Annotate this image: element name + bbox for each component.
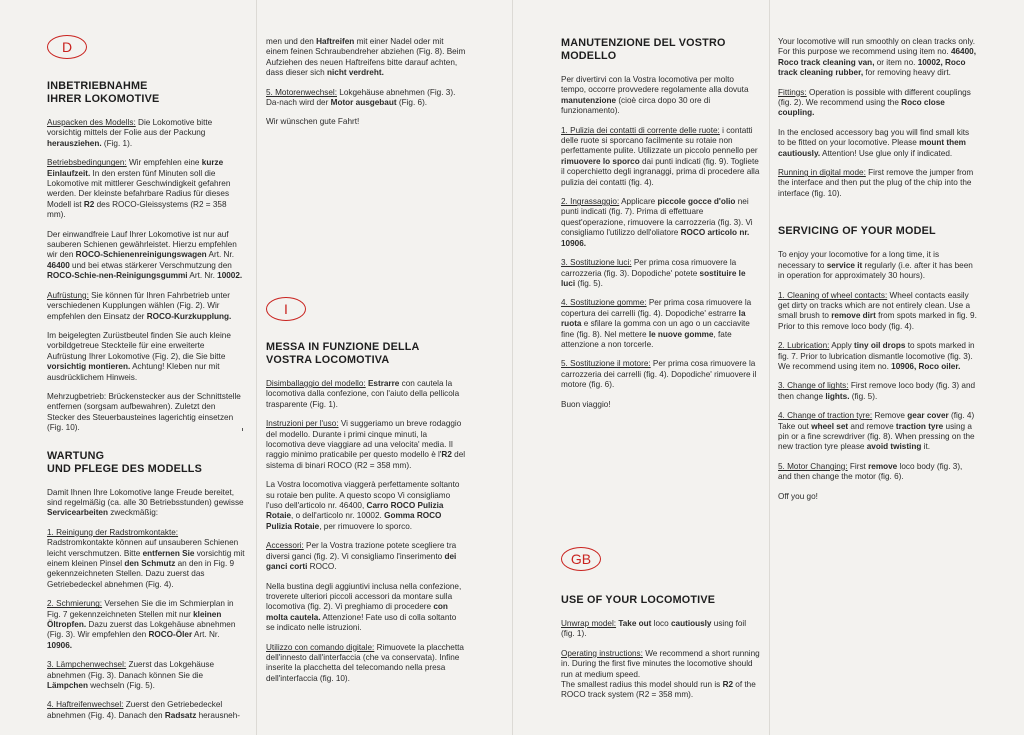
paragraph-farewell-de: Wir wünschen gute Fahrt! xyxy=(266,117,360,127)
paragraph-service-intro-it: Per divertirvi con la Vostra locomotiva per molto tempo, occorre provvedere regolamente alla dovuta manutenzione (cioè circa dopo 30 ore di funzionamento). xyxy=(561,75,749,116)
paragraph-motor: 5. Motorenwechsel: Lokgehäuse abnehmen (Fig. 3). Da-nach wird der Motor ausgebaut (Fig. 6). xyxy=(266,87,456,108)
paragraph-operating-en: Operating instructions: We recommend a short running in. During the first five minutes the locomotive should run at medium speed. The smallest radius this model should run is R2 of the ROCO track system (R2 = 358 mm). xyxy=(561,648,760,700)
column-italian-2 xyxy=(561,37,760,419)
paragraph-lights-it: 3. Sostituzione luci: Per prima cosa rimuovere la carrozzeria (fig. 3). Dopodiche' potete sostituire le luci (fig. 5). xyxy=(561,258,746,288)
section-title-servicing: SERVICING OF YOUR MODEL xyxy=(778,225,936,238)
section-title-commissioning: INBETRIEBNAHME IHRER LOKOMOTIVE xyxy=(47,80,160,105)
language-badge-it: I xyxy=(266,297,306,321)
paragraph-traction-tyre-en: 4. Change of traction tyre: Remove gear cover (fig. 4) Take out wheel set and remove traction tyre using a pin or a fine screwdriver (fig. 8). When pressing on the new traction tyre please avoid twisting it. xyxy=(778,411,975,452)
paragraph-operating: Betriebsbedingungen: Wir empfehlen eine kurze Einlaufzeit. In den ersten fünf Minuten soll die Lokomotive mit mittlerer Geschwindigkeit gefahren werden. Der kleinste befahrbare Radius für dieses Modell ist R2 des ROCO-Gleissystems (R2 = 358 mm). xyxy=(47,158,231,220)
column-english-1 xyxy=(561,594,760,710)
paragraph-accessories: Im beigelegten Zurüstbeutel finden Sie auch kleine vorbildgetreue Steckteile für eine erweiterte Aufrüstung Ihrer Lokomotive (Fig. 2), die Sie bitte vorsichtig montieren. Achtung! Kleben nur mit ausdrücklichem Hinweis. xyxy=(47,330,231,382)
paragraph-farewell-it: Buon viaggio! xyxy=(561,399,611,409)
page-fold-right xyxy=(769,0,770,735)
paragraph-traction-tyre-cont: men und den Haftreifen mit einer Nadel oder mit einem feinen Schraubendreher abziehen (Fig. 8). Beim Aufziehen des neuen Haftreifens bitte darauf achten, dass dieser sich nicht verdreht. xyxy=(266,37,466,78)
column-english-2 xyxy=(778,37,978,511)
paragraph-lights-en: 3. Change of lights: First remove loco body (fig. 3) and then change lights. (fig. 5). xyxy=(778,381,976,401)
column-german-2 xyxy=(266,37,466,137)
paragraph-cleaning: Der einwandfreie Lauf Ihrer Lokomotive ist nur auf sauberen Schienen gewährleistet. Hierzu empfehlen wir den ROCO-Schienenreinigungswagen Art. Nr. 46400 und bei etwas stärkerer Verschmutzung den ROCO-Schie-nen-Reinigungsgummi Art. Nr. 10002. xyxy=(47,229,243,281)
paragraph-service-intro-en: To enjoy your locomotive for a long time, it is necessary to service it regularly (i.e. after it has been in operation for approximately 30 hours). xyxy=(778,250,973,281)
paragraph-lubrication-en: 2. Lubrication: Apply tiny oil drops to spots marked in fig. 7. Prior to lubrication dismantle locomotive (fig. 3). We recommend using item no. 10906, Roco oiler. xyxy=(778,341,975,371)
page-fold-left xyxy=(256,0,257,735)
paragraph-operating-it: Instruzioni per l'uso: Vi suggeriamo un breve rodaggio del modello. Durante i primi cinque minuti, la locomotiva deve viaggiare ad una velocita' media. Il raggio minimo praticabile per questo modello è l'R2 del sistema di binari ROCO (R2 = 358 mm). xyxy=(266,419,466,470)
paragraph-unwrap-it: Disimballaggio del modello: Estrarre con cautela la locomotiva dalla confezione, con l'aiuto della pellicola trasparente (Fig. 1). xyxy=(266,379,460,409)
paragraph-digital-it: Utilizzo con comando digitale: Rimuovete la placchetta dell'innesto dall'interfaccia (che va conservata). Infine inserite la placchetta del telecomando nella presa dell'interfaccia (fig. 10). xyxy=(266,642,464,683)
column-german-1 xyxy=(47,80,245,730)
paragraph-lubrication-it: 2. Ingrassaggio: Applicare piccole gocce d'olio nei punti indicati (fig. 7). Prima di effettuare quest'operazione, rimuovere la carrozzeria (fig. 3). Vi consigliamo l'utilizzo dell'oliatore ROCO articolo nr. 10906. xyxy=(561,197,753,248)
paragraph-traction-tyre-it: 4. Sostituzione gomme: Per prima cosa rimuovere la copertura dei carrelli (fig. 4). Dopodiche' estrarre la ruota e sfilare la gomma con un ago o un cacciavite fine (fig. 8). Nel mettere le nuove gomme, fate attenzione a non torcerle. xyxy=(561,298,752,349)
paragraph-fittings: Aufrüstung: Sie können für Ihren Fahrbetrieb unter verschiedenen Kupplungen wählen (Fig. 2). Wir empfehlen den Einsatz der ROCO-Kurzkupplung. xyxy=(47,290,232,321)
paragraph-unwrap-en: Unwrap model: Take out loco cautiously using foil (fig. 1). xyxy=(561,619,747,639)
section-title-use: USE OF YOUR LOCOMOTIVE xyxy=(561,594,716,606)
paragraph-multitrain: Mehrzugbetrieb: Brückenstecker aus der Schnittstelle entfernen (sorgsam aufbewahren). Zuletzt den Stecker des Steuerbausteines lagerichtig einsetzen (Fig. 10). xyxy=(47,391,241,433)
paragraph-digital-en: Running in digital mode: First remove the jumper from the interface and then put the plug of the chip into the interface (fig. 10). xyxy=(778,168,974,198)
paragraph-lubrication: 2. Schmierung: Versehen Sie die im Schmierplan in Fig. 7 gekennzeichneten Stellen mit nur kleinen Öltropfen. Dazu zuerst das Lokgehäuse abnehmen (Fig. 3). Wir empfehlen den ROCO-Öler Art. Nr. 10906. xyxy=(47,599,236,650)
paragraph-unwrap: Auspacken des Modells: Die Lokomotive bitte vorsichtig mittels der Folie aus der Packung herausziehen. (Fig. 1). xyxy=(47,118,213,148)
language-badge-de: D xyxy=(47,35,87,59)
paragraph-fittings-en: Fittings: Operation is possible with different couplings (fig. 2). We recommend using the Roco close coupling. xyxy=(778,87,971,118)
section-title-maintenance-it: MANUTENZIONE DEL VOSTRO MODELLO xyxy=(561,37,726,62)
paragraph-wheel-contacts-en: 1. Cleaning of wheel contacts: Wheel contacts easily get dirty on tracks which are not entirely clean. Use a small brush to remove dirt from spots marked in fig. 9. Prior to this remove loco body (fig. 4). xyxy=(778,290,977,331)
paragraph-cleaning-it: La Vostra locomotiva viaggerà perfettamente soltanto su rotaie ben pulite. A questo scopo Vi consigliamo l'uso dell'articolo nr. 46400, Carro ROCO Pulizia Rotaie, o dell'articolo nr. 10002. Gomma ROCO Pulizia Rotaie, per rimuovere lo sporco. xyxy=(266,480,460,531)
paragraph-clean-tracks-en: Your locomotive will run smoothly on clean tracks only. For this purpose we recommend using item no. 46400, Roco track cleaning van, or item no. 10002, Roco track cleaning rubber, for removing heavy dirt. xyxy=(778,37,976,78)
paragraph-service-intro: Damit Ihnen Ihre Lokomotive lange Freude bereitet, sind regelmäßig (ca. alle 30 Betriebsstunden) gewisse Servicearbeiten zweckmäßig: xyxy=(47,487,244,518)
language-badge-gb: GB xyxy=(561,547,601,571)
paragraph-motor-en: 5. Motor Changing: First remove loco body (fig. 3), and then change the motor (fig. 6). xyxy=(778,461,963,482)
paragraph-accessories-it: Accessori: Per la Vostra trazione potete scegliere tra diversi ganci (fig. 2). Vi consigliamo l'inserimento dei ganci corti ROCO. xyxy=(266,541,457,572)
paragraph-wheel-contacts: 1. Reinigung der Radstromkontakte: Radstromkontakte können auf unsauberen Schienen leicht verschmutzen. Bitte entfernen Sie vorsichtig mit einem kleinen Pinsel den Schmutz an den in Fig. 9 gekennzeichneten Stellen. Dazu zuerst das Getriebedeckel abnehmen (Fig. 4). xyxy=(47,527,245,589)
paragraph-accessories-en: In the enclosed accessory bag you will find small kits to be fitted on your locomotive. Please mount them cautiously. Attention! Use glue only if indicated. xyxy=(778,127,970,158)
page-fold-center xyxy=(512,0,513,735)
paragraph-traction-tyre: 4. Haftreifenwechsel: Zuerst den Getriebedeckel abnehmen (Fig. 4). Danach den Radsatz herausneh- xyxy=(47,700,240,720)
paragraph-kits-it: Nella bustina degli aggiuntivi inclusa nella confezione, troverete ulteriori piccoli accessori da montare sulla locomotiva (fig. 2). Vi preghiamo di procedere con molta cautela. Attenzione! Fate uso di colla soltanto se indicato nelle istruzioni. xyxy=(266,581,462,633)
section-title-commissioning-it: MESSA IN FUNZIONE DELLA VOSTRA LOCOMOTIVA xyxy=(266,341,420,366)
paragraph-lights: 3. Lämpchenwechsel: Zuerst das Lokgehäuse abnehmen (Fig. 3). Danach können Sie die Lämpchen wechseln (Fig. 5). xyxy=(47,660,215,691)
paragraph-motor-it: 5. Sostituzione il motore: Per prima cosa rimuovere la carrozzeria dei carrelli (fig. 4). Dopodiche' rimuovere il motore (fig. 6). xyxy=(561,359,757,390)
section-title-maintenance: WARTUNG UND PFLEGE DES MODELLS xyxy=(47,449,202,475)
column-italian-1 xyxy=(266,341,466,693)
print-mark xyxy=(242,428,243,431)
paragraph-wheel-contacts-it: 1. Pulizia dei contatti di corrente delle ruote: i contatti delle ruote si sporcano facilmente su rotaie non perfettamente pulite. Utilizzate un piccolo pennello per rimuovere lo sporco dai punti indicati (fig. 9). Togliete il coperchietto degli ingranaggi, prima di procedere alla pulizia dei contatti (fig. 4). xyxy=(561,125,760,187)
paragraph-farewell-en: Off you go! xyxy=(778,491,818,501)
